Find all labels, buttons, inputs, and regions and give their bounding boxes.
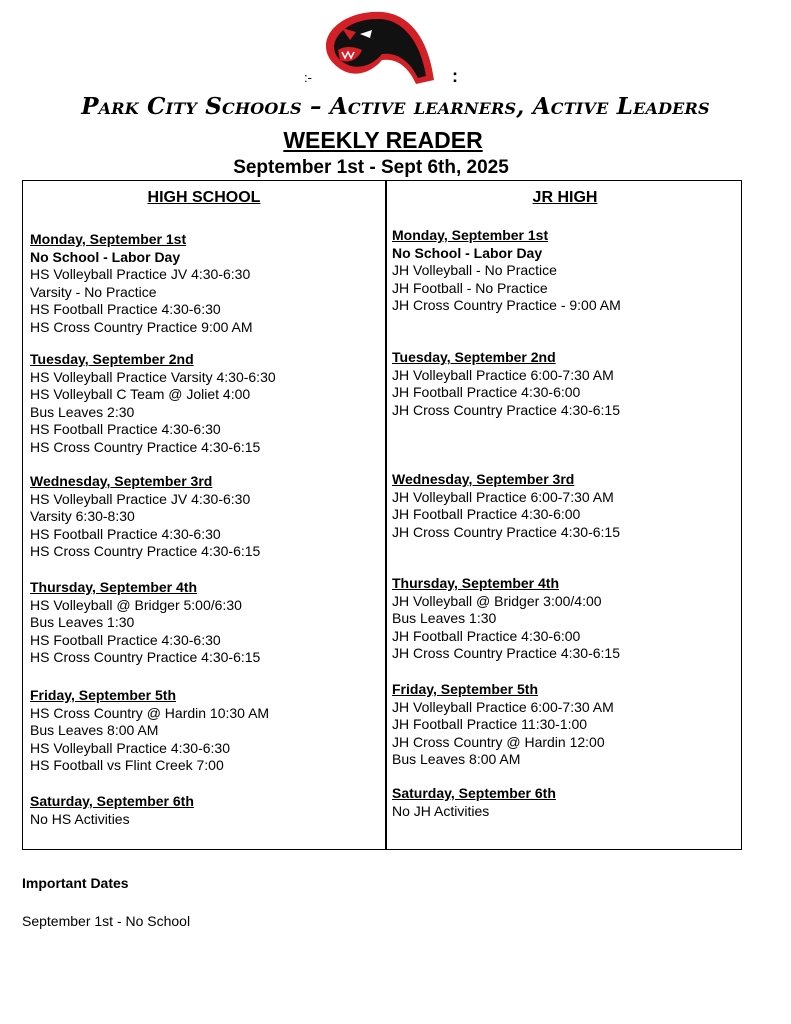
day-heading: Wednesday, September 3rd: [392, 471, 575, 487]
day-heading: Tuesday, September 2nd: [392, 349, 556, 365]
schedule-line: JH Cross Country @ Hardin 12:00: [392, 733, 605, 750]
schedule-line: HS Football Practice 4:30-6:30: [30, 421, 221, 437]
schedule-line: Bus Leaves 2:30: [30, 403, 135, 420]
schedule-line: HS Cross Country Practice 4:30-6:15: [30, 649, 261, 665]
schedule-line: JH Volleyball @ Bridger 3:00/4:00: [392, 592, 602, 609]
schedule-line: JH Football Practice 4:30-6:00: [392, 384, 581, 400]
hs-day-block: [30, 351, 378, 456]
schedule-line: JH Cross Country Practice 4:30-6:15: [392, 523, 620, 540]
schedule-line: JH Cross Country Practice 4:30-6:15: [392, 401, 620, 418]
schedule-line: HS Volleyball Practice Varsity 4:30-6:30: [30, 368, 276, 385]
school-motto: Park City Schools – Active learners, Active Leaders: [81, 93, 710, 120]
high-school-heading: HIGH SCHOOL: [147, 189, 261, 206]
date-range: September 1st - Sept 6th, 2025: [233, 157, 509, 178]
important-dates-heading: Important Dates: [22, 875, 129, 891]
schedule-line: JH Football - No Practice: [392, 279, 548, 296]
jr-high-heading: JR HIGH: [532, 189, 598, 206]
page-title: WEEKLY READER: [283, 127, 483, 153]
schedule-line: Bus Leaves 8:00 AM: [30, 722, 159, 738]
schedule-line: HS Volleyball Practice JV 4:30-6:30: [30, 266, 251, 282]
jh-day-block: [392, 349, 738, 419]
schedule-line: No School - Labor Day: [30, 248, 181, 265]
schedule-line: JH Football Practice 11:30-1:00: [392, 716, 588, 732]
schedule-line: JH Volleyball - No Practice: [392, 262, 557, 278]
schedule-line: HS Cross Country @ Hardin 10:30 AM: [30, 704, 270, 721]
day-heading: Monday, September 1st: [30, 231, 187, 247]
schedule-line: JH Volleyball Practice 6:00-7:30 AM: [392, 366, 614, 383]
schedule-line: Bus Leaves 1:30: [392, 610, 497, 626]
day-heading: Wednesday, September 3rd: [30, 473, 213, 489]
schedule-line: JH Football Practice 4:30-6:00: [392, 627, 581, 644]
schedule-line: JH Cross Country Practice 4:30-6:15: [392, 645, 620, 661]
schedule-line: JH Football Practice 4:30-6:00: [392, 506, 581, 522]
schedule-table: [22, 180, 742, 850]
schedule-line: Varsity - No Practice: [30, 283, 157, 300]
schedule-line: No School - Labor Day: [392, 244, 543, 261]
schedule-line: HS Cross Country Practice 4:30-6:15: [30, 543, 261, 559]
day-heading: Thursday, September 4th: [392, 575, 560, 591]
schedule-line: HS Football Practice 4:30-6:30: [30, 631, 221, 648]
hs-day-block: [30, 687, 378, 775]
jh-day-block: [392, 681, 738, 769]
hs-day-block: [30, 231, 378, 336]
jh-day-block: [392, 785, 738, 820]
day-heading: Saturday, September 6th: [392, 785, 556, 801]
schedule-line: HS Football Practice 4:30-6:30: [30, 301, 221, 317]
schedule-line: HS Football vs Flint Creek 7:00: [30, 757, 224, 773]
schedule-line: JH Cross Country Practice - 9:00 AM: [392, 297, 621, 313]
schedule-line: Bus Leaves 8:00 AM: [392, 751, 521, 767]
column-divider: [385, 181, 387, 849]
hs-day-block: [30, 579, 378, 667]
schedule-line: HS Cross Country Practice 4:30-6:15: [30, 438, 261, 455]
day-heading: Tuesday, September 2nd: [30, 351, 194, 367]
hs-day-block: [30, 473, 378, 561]
day-heading: Saturday, September 6th: [30, 793, 194, 809]
schedule-line: HS Volleyball C Team @ Joliet 4:00: [30, 386, 251, 402]
schedule-line: JH Volleyball Practice 6:00-7:30 AM: [392, 698, 614, 715]
schedule-line: HS Volleyball Practice JV 4:30-6:30: [30, 490, 251, 507]
day-heading: Thursday, September 4th: [30, 579, 198, 595]
schedule-line: JH Volleyball Practice 6:00-7:30 AM: [392, 488, 614, 505]
schedule-line: HS Football Practice 4:30-6:30: [30, 525, 221, 542]
important-date-item: September 1st - No School: [22, 913, 191, 929]
schedule-line: HS Volleyball @ Bridger 5:00/6:30: [30, 596, 242, 613]
schedule-line: Bus Leaves 1:30: [30, 614, 135, 630]
schedule-line: HS Volleyball Practice 4:30-6:30: [30, 739, 230, 756]
day-heading: Monday, September 1st: [392, 227, 549, 243]
stray-mark-right: :: [452, 66, 458, 86]
jh-day-block: [392, 471, 738, 541]
hs-day-block: [30, 793, 378, 828]
day-heading: Friday, September 5th: [392, 681, 539, 697]
jh-day-block: [392, 227, 738, 315]
schedule-line: No HS Activities: [30, 810, 130, 827]
stray-mark-left: :-: [304, 70, 312, 85]
schedule-line: No JH Activities: [392, 802, 490, 819]
panther-logo-icon: [312, 6, 440, 86]
day-heading: Friday, September 5th: [30, 687, 177, 703]
schedule-line: HS Cross Country Practice 9:00 AM: [30, 318, 253, 335]
schedule-line: Varsity 6:30-8:30: [30, 508, 135, 524]
jh-day-block: [392, 575, 738, 663]
